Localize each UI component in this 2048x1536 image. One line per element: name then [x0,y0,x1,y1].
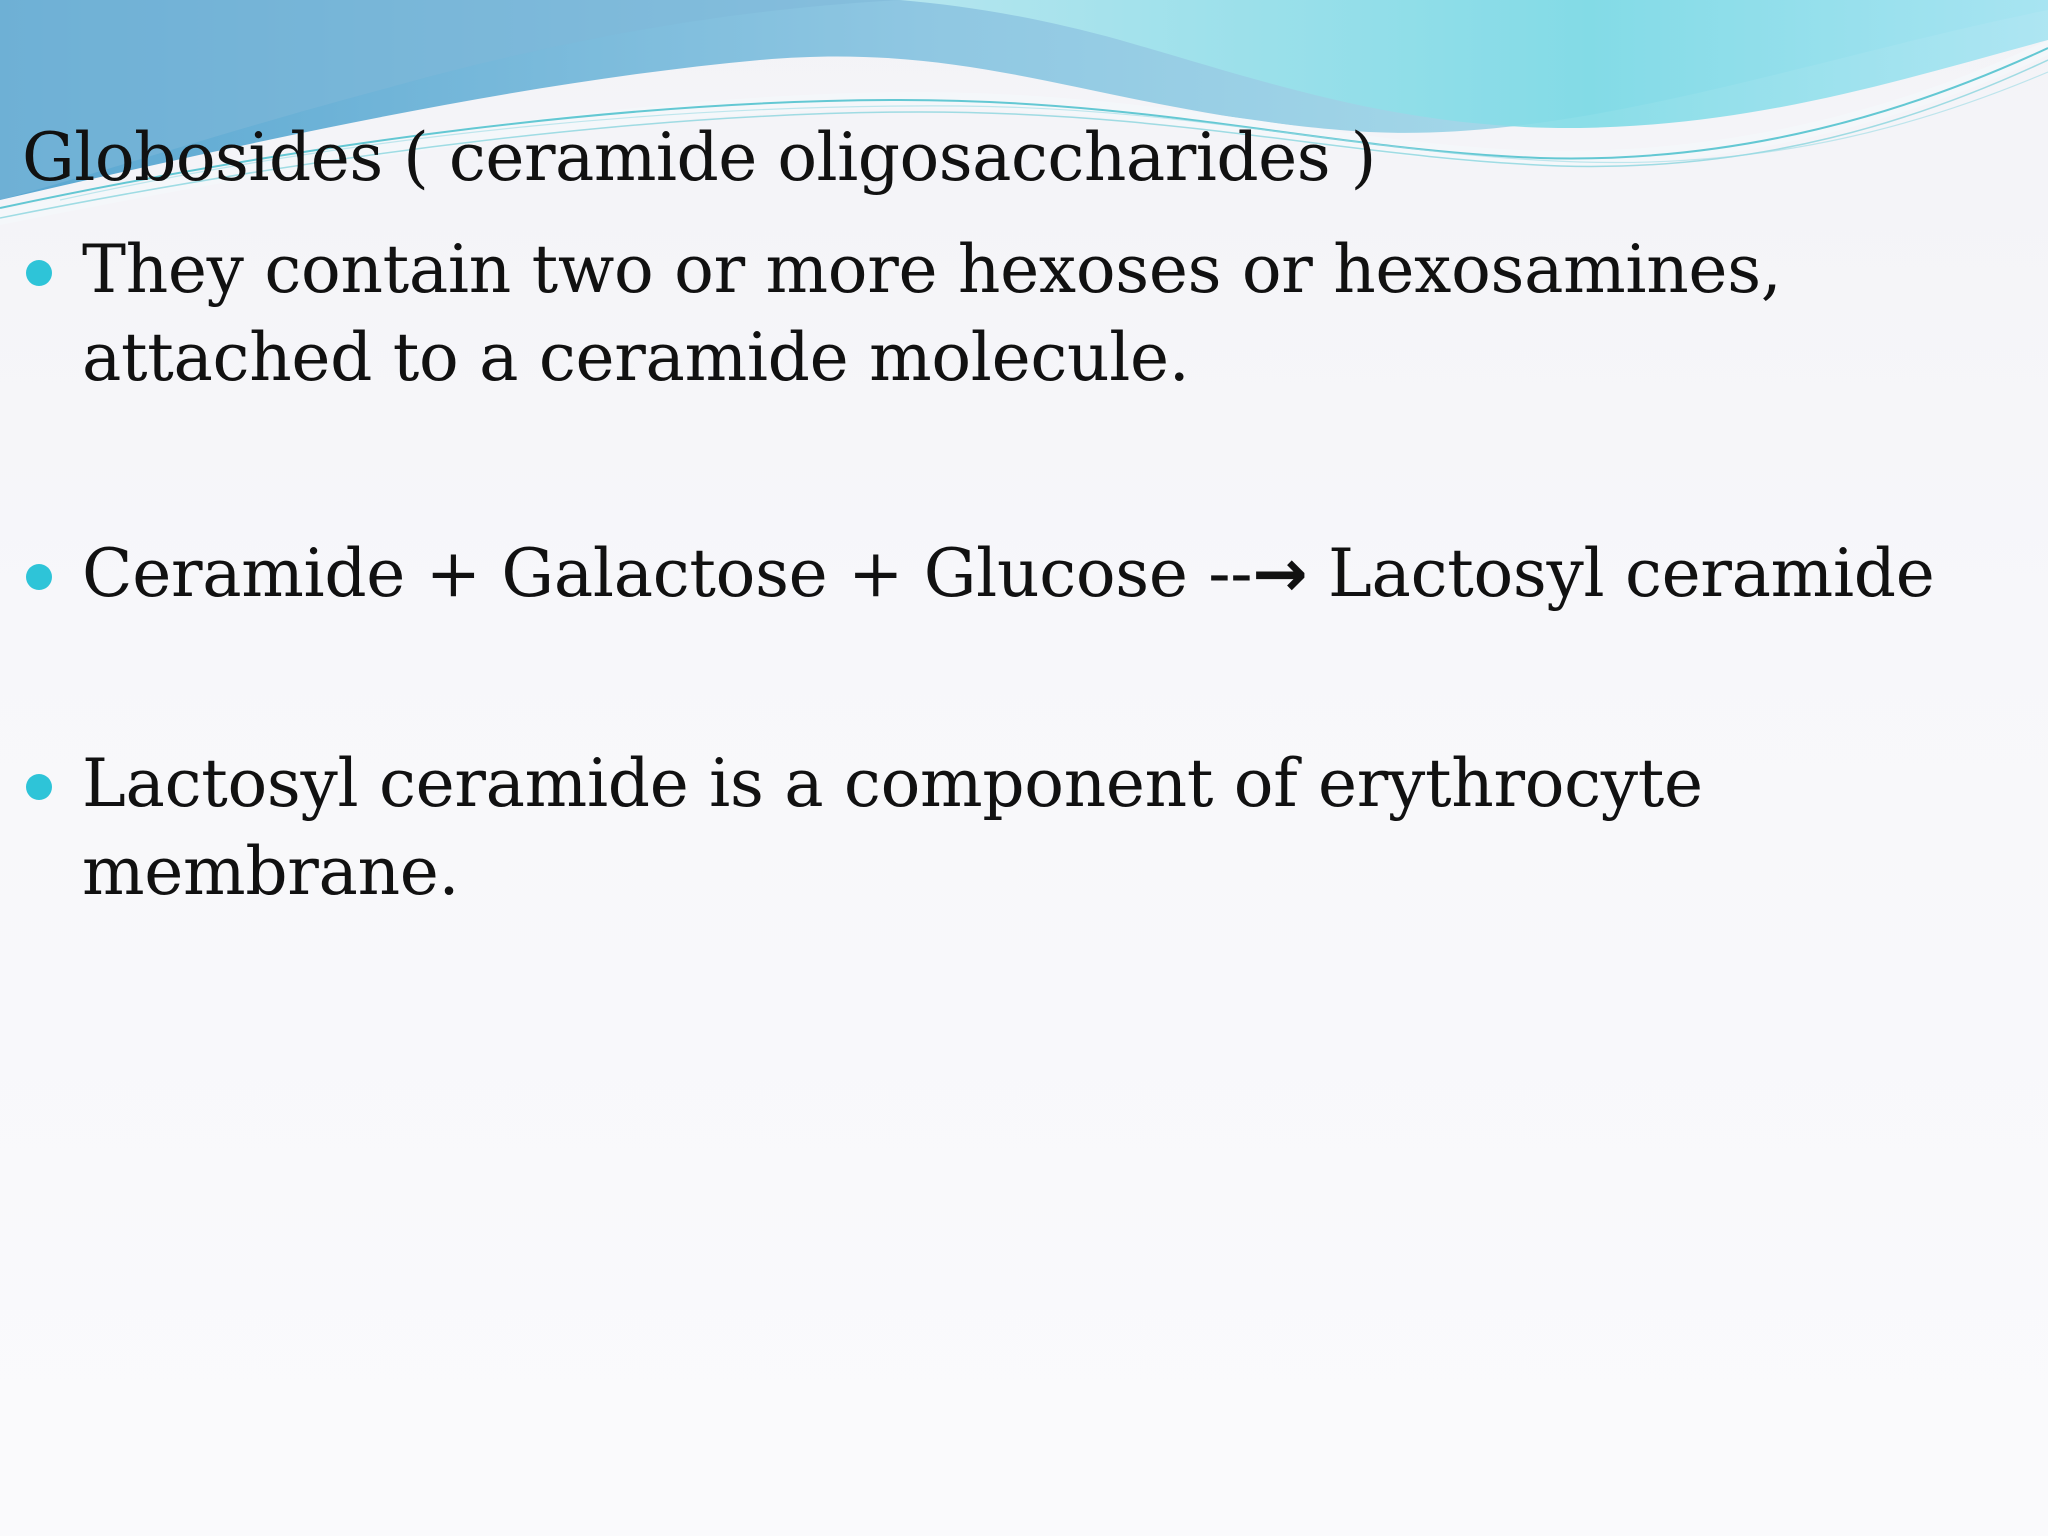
slide-title: Globosides ( ceramide oligosaccharides ) [22,119,1376,196]
bullet-text: Lactosyl ceramide is a component of erythrocyte membrane. [82,745,1703,910]
bullet-dot-icon [26,774,52,800]
arrow-right-icon: → [1252,535,1308,612]
bullet-text: They contain two or more hexoses or hexosamines, attached to a ceramide molecule. [82,231,1782,396]
bullet-item-erythrocyte [82,740,2012,916]
bullet-item-hexoses [82,226,2012,402]
reaction-reactants: Ceramide + Galactose + Glucose -- [82,535,1253,612]
bullet-item-reaction [82,530,2012,618]
bullet-dot-icon [26,260,52,286]
bullet-dot-icon [26,564,52,590]
reaction-product: Lactosyl ceramide [1307,535,1935,612]
